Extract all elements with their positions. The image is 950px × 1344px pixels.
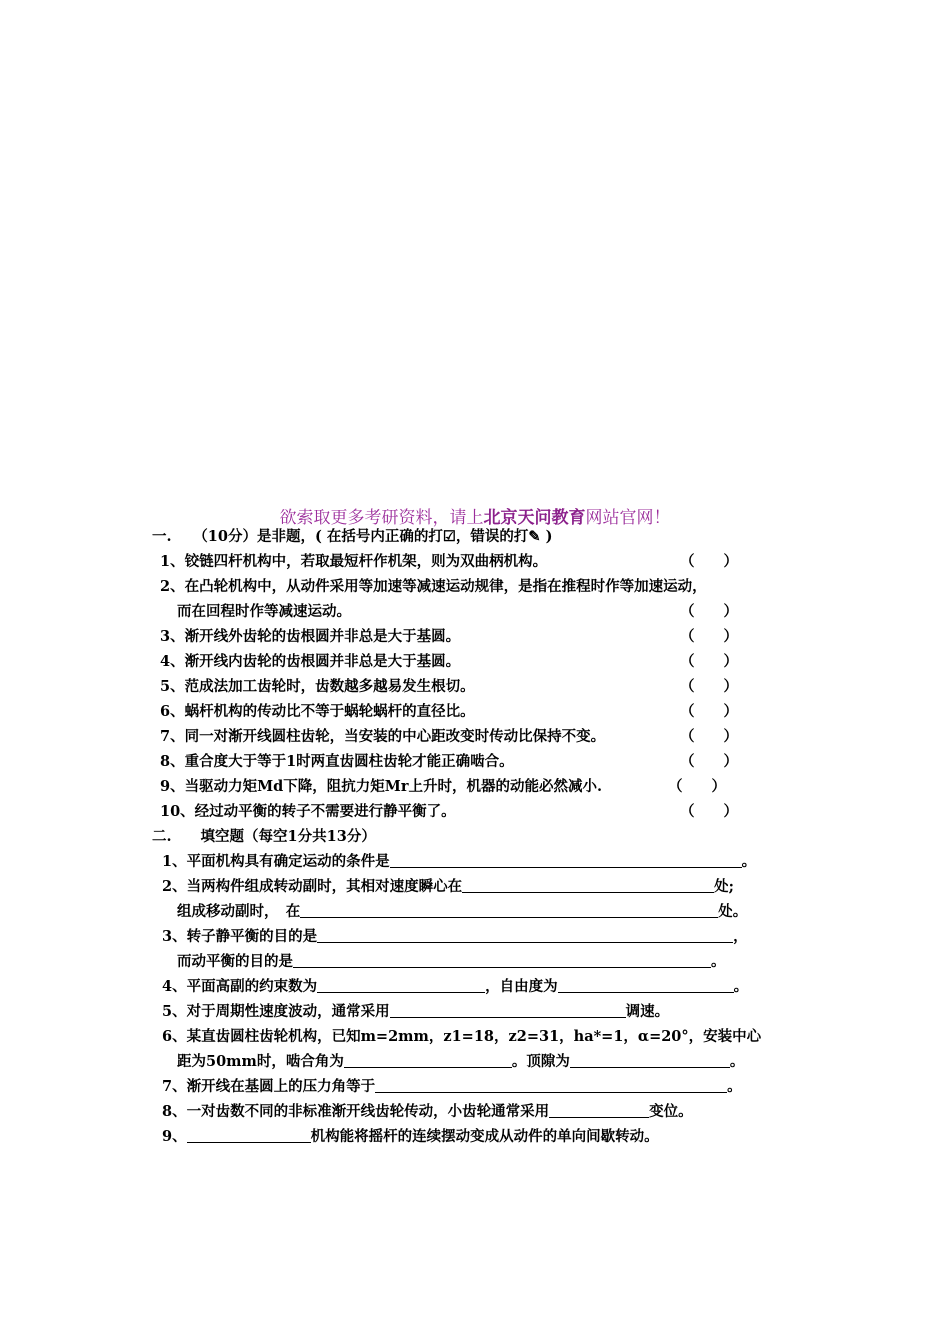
- fill-q6-cont: [177, 1052, 744, 1072]
- fill-q4-end: 。: [733, 978, 749, 995]
- fill-q6-cont-text: 距为50mm时，啮合角为: [177, 1053, 344, 1070]
- tf-item-9: 9、当驱动力矩Md下降，阻抗力矩Mr上升时，机器的动能必然减小.: [160, 778, 603, 795]
- blank-q6b[interactable]: [570, 1052, 730, 1068]
- section1-title: 一. （10分）是非题，( 在括号内正确的打☑，错误的打✎ ): [152, 528, 553, 545]
- fill-q2: [162, 877, 734, 897]
- fill-q6-mid: 。顶隙为: [511, 1053, 570, 1070]
- fill-q2-text: 2、当两构件组成转动副时，其相对速度瞬心在: [162, 878, 463, 895]
- fill-q6-end: 。: [729, 1053, 745, 1070]
- banner-prefix: 欲索取更多考研资料，请上: [279, 508, 484, 528]
- fill-q6: 6、某直齿圆柱齿轮机构，已知m=2mm，z1=18，z2=31，ha*=1，α=20°，安装中心: [162, 1028, 762, 1045]
- answer-paren-1: （ ）: [680, 553, 738, 570]
- fill-q2-end: 处。: [718, 903, 748, 920]
- answer-paren-9: （ ）: [668, 778, 726, 795]
- blank-q3b[interactable]: [293, 952, 711, 968]
- fill-q2-mid: 处;: [714, 878, 734, 895]
- promo-banner: [0, 503, 950, 528]
- blank-q9[interactable]: [187, 1127, 311, 1143]
- blank-q3a[interactable]: [317, 927, 733, 943]
- fill-q5-end: 调速。: [625, 1003, 670, 1020]
- fill-q8-text: 8、一对齿数不同的非标准渐开线齿轮传动，小齿轮通常采用: [162, 1103, 550, 1120]
- fill-q3-text: 3、转子静平衡的目的是: [162, 928, 318, 945]
- fill-q4-text: 4、平面高副的约束数为: [162, 978, 318, 995]
- tf-item-2-cont: 而在回程时作等减速运动。: [177, 603, 351, 620]
- tf-item-3: 3、渐开线外齿轮的齿根圆并非总是大于基圆。: [160, 628, 461, 645]
- answer-paren-7: （ ）: [680, 728, 738, 745]
- fill-q9-text: 机构能将摇杆的连续摆动变成从动件的单向间歇转动。: [310, 1128, 659, 1145]
- blank-q2b[interactable]: [300, 902, 718, 918]
- fill-q1-end: 。: [741, 853, 757, 870]
- answer-paren-2: （ ）: [680, 603, 738, 620]
- blank-q6a[interactable]: [344, 1052, 512, 1068]
- blank-q1[interactable]: [390, 852, 742, 868]
- fill-q3: [162, 927, 748, 947]
- fill-q7-end: 。: [727, 1078, 742, 1095]
- fill-q1: [162, 852, 756, 872]
- answer-paren-5: （ ）: [680, 678, 738, 695]
- fill-q3-cont: [177, 952, 726, 972]
- fill-q3-mid: ，: [733, 928, 748, 945]
- tf-item-8: 8、重合度大于等于1时两直齿圆柱齿轮才能正确啮合。: [160, 753, 514, 770]
- answer-paren-4: （ ）: [680, 653, 738, 670]
- banner-brand: 北京天问教育: [483, 508, 586, 528]
- blank-q4a[interactable]: [317, 977, 485, 993]
- fill-q9: [162, 1127, 659, 1147]
- banner-suffix: 网站官网！: [585, 508, 671, 528]
- fill-q8: [162, 1102, 693, 1122]
- blank-q2a[interactable]: [462, 877, 714, 893]
- blank-q5[interactable]: [390, 1002, 626, 1018]
- fill-q5: [162, 1002, 669, 1022]
- fill-q7: [162, 1077, 742, 1097]
- tf-item-10: 10、经过动平衡的转子不需要进行静平衡了。: [160, 803, 456, 820]
- fill-q8-end: 变位。: [649, 1103, 693, 1120]
- blank-q7[interactable]: [375, 1077, 727, 1093]
- answer-paren-10: （ ）: [680, 803, 738, 820]
- fill-q7-text: 7、渐开线在基圆上的压力角等于: [162, 1078, 376, 1095]
- tf-item-7: 7、同一对渐开线圆柱齿轮，当安装的中心距改变时传动比保持不变。: [160, 728, 606, 745]
- tf-item-5: 5、范成法加工齿轮时，齿数越多越易发生根切。: [160, 678, 475, 695]
- tf-item-1: 1、铰链四杆机构中，若取最短杆作机架，则为双曲柄机构。: [160, 553, 548, 570]
- fill-q2-cont-text: 组成移动副时， 在: [177, 903, 301, 920]
- fill-q1-text: 1、平面机构具有确定运动的条件是: [162, 853, 390, 870]
- tf-item-2: 2、在凸轮机构中，从动件采用等加速等减速运动规律，是指在推程时作等加速运动，: [160, 578, 707, 595]
- fill-q9-num: 9、: [162, 1128, 187, 1145]
- answer-paren-8: （ ）: [680, 753, 738, 770]
- fill-q5-text: 5、对于周期性速度波动，通常采用: [162, 1003, 390, 1020]
- tf-item-6: 6、蜗杆机构的传动比不等于蜗轮蜗杆的直径比。: [160, 703, 475, 720]
- fill-q3-cont-text: 而动平衡的目的是: [177, 953, 293, 970]
- blank-q8[interactable]: [549, 1102, 649, 1118]
- fill-q4: [162, 977, 748, 997]
- fill-q2-cont: [177, 902, 747, 922]
- fill-q3-end: 。: [711, 953, 726, 970]
- answer-paren-6: （ ）: [680, 703, 738, 720]
- tf-item-4: 4、渐开线内齿轮的齿根圆并非总是大于基圆。: [160, 653, 461, 670]
- fill-q4-mid: ，自由度为: [485, 978, 558, 995]
- blank-q4b[interactable]: [558, 977, 734, 993]
- section2-title: 二. 填空题（每空1分共13分）: [152, 828, 376, 845]
- answer-paren-3: （ ）: [680, 628, 738, 645]
